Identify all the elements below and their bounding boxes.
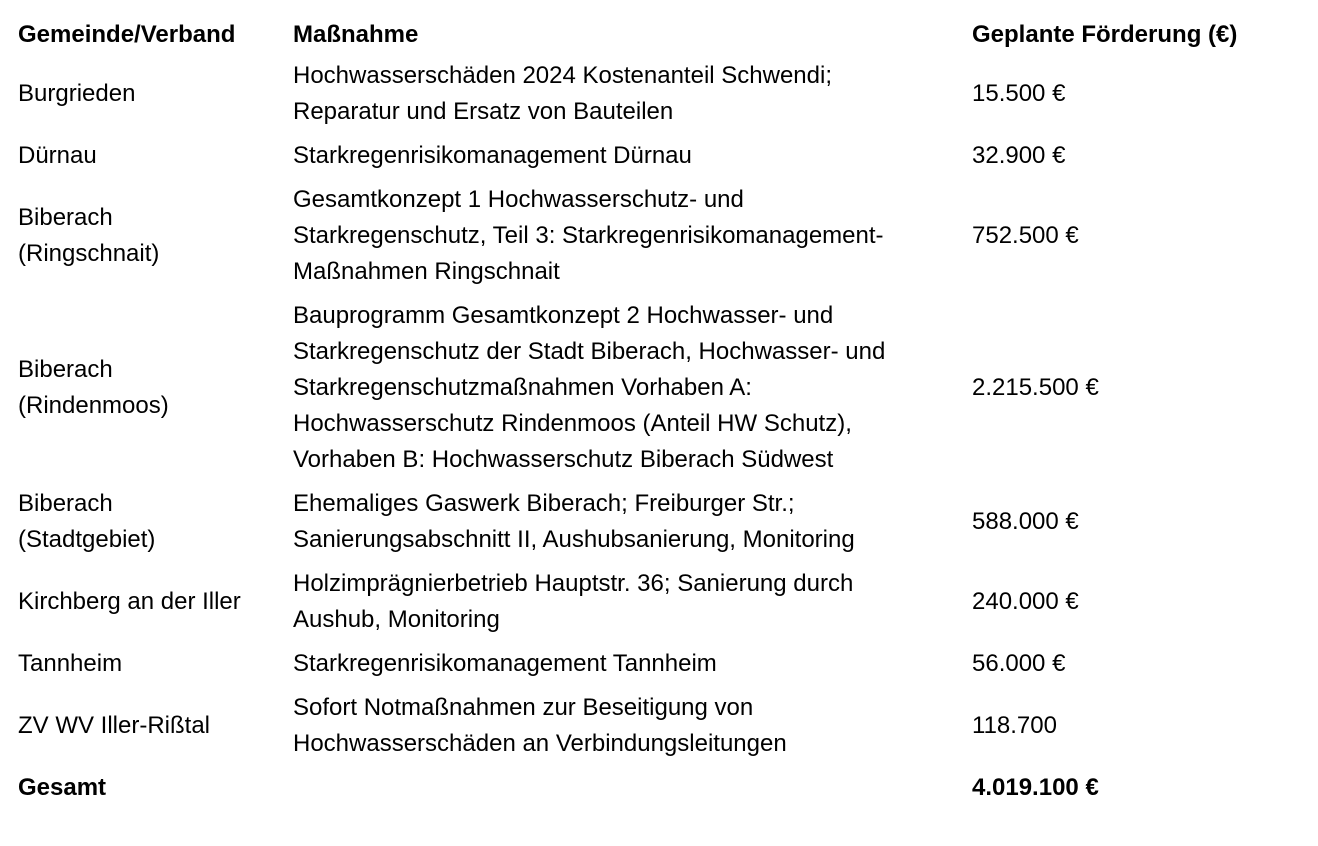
cell-massnahme-line: Starkregenrisikomanagement Dürnau (293, 142, 692, 169)
cell-gemeinde (18, 54, 293, 134)
cell-massnahme-line: Starkregenrisikomanagement Tannheim (293, 650, 717, 677)
cell-gemeinde-line: (Ringschnait) (18, 240, 160, 267)
cell-massnahme-line: Bauprogramm Gesamtkonzept 2 Hochwasser- und (293, 302, 834, 329)
total-label: Gesamt (18, 774, 107, 801)
header-foerderung: Geplante Förderung (€) (972, 21, 1238, 48)
cell-gemeinde-line: Biberach (18, 490, 113, 517)
total-empty-cell (293, 766, 972, 810)
cell-gemeinde-line: Burgrieden (18, 80, 136, 107)
cell-gemeinde (18, 482, 293, 562)
cell-massnahme-line: Starkregenschutzmaßnahmen Vorhaben A: (293, 374, 752, 401)
table-row (18, 294, 1308, 482)
cell-foerderung: 240.000 € (972, 588, 1079, 615)
cell-massnahme-line: Sanierungsabschnitt II, Aushubsanierung, Monitoring (293, 526, 855, 553)
funding-table (18, 16, 1308, 810)
cell-massnahme-line: Reparatur und Ersatz von Bauteilen (293, 98, 674, 125)
total-row (18, 766, 1308, 810)
table-row (18, 178, 1308, 294)
table-row (18, 686, 1308, 766)
cell-massnahme-line: Aushub, Monitoring (293, 606, 500, 633)
cell-gemeinde-line: (Stadtgebiet) (18, 526, 156, 553)
cell-gemeinde (18, 686, 293, 766)
cell-massnahme (293, 294, 972, 482)
cell-gemeinde-line: Biberach (18, 204, 113, 231)
table-row (18, 134, 1308, 178)
cell-gemeinde-line: (Rindenmoos) (18, 392, 169, 419)
cell-massnahme (293, 686, 972, 766)
header-gemeinde: Gemeinde/Verband (18, 21, 236, 48)
total-amount: 4.019.100 € (972, 774, 1099, 801)
cell-massnahme-line: Starkregenschutz, Teil 3: Starkregenrisikomanagement- (293, 222, 884, 249)
cell-foerderung: 118.700 (972, 712, 1057, 739)
cell-gemeinde-line: Kirchberg an der Iller (18, 588, 241, 615)
cell-massnahme (293, 562, 972, 642)
cell-massnahme-line: Hochwasserschutz Rindenmoos (Anteil HW Schutz), (293, 410, 852, 437)
cell-massnahme (293, 642, 972, 686)
cell-massnahme-line: Maßnahmen Ringschnait (293, 258, 560, 285)
table-row (18, 642, 1308, 686)
table-footer (18, 766, 1308, 810)
cell-massnahme-line: Gesamtkonzept 1 Hochwasserschutz- und (293, 186, 744, 213)
table-body (18, 54, 1308, 766)
cell-gemeinde-line: Dürnau (18, 142, 97, 169)
cell-foerderung: 15.500 € (972, 80, 1066, 107)
cell-gemeinde (18, 134, 293, 178)
cell-foerderung: 588.000 € (972, 508, 1079, 535)
header-massnahme: Maßnahme (293, 21, 419, 48)
cell-gemeinde (18, 562, 293, 642)
cell-massnahme-line: Vorhaben B: Hochwasserschutz Biberach Südwest (293, 446, 834, 473)
cell-massnahme-line: Sofort Notmaßnahmen zur Beseitigung von (293, 694, 754, 721)
table-header (18, 16, 1308, 54)
table-row (18, 54, 1308, 134)
cell-gemeinde-line: Biberach (18, 356, 113, 383)
cell-gemeinde (18, 294, 293, 482)
cell-foerderung: 752.500 € (972, 222, 1079, 249)
table-row (18, 482, 1308, 562)
cell-massnahme (293, 178, 972, 294)
cell-gemeinde-line: ZV WV Iller-Rißtal (18, 712, 210, 739)
cell-massnahme (293, 482, 972, 562)
cell-gemeinde-line: Tannheim (18, 650, 123, 677)
cell-gemeinde (18, 178, 293, 294)
cell-massnahme-line: Ehemaliges Gaswerk Biberach; Freiburger Str.; (293, 490, 795, 517)
cell-gemeinde (18, 642, 293, 686)
cell-massnahme-line: Starkregenschutz der Stadt Biberach, Hochwasser- und (293, 338, 886, 365)
cell-massnahme-line: Hochwasserschäden an Verbindungsleitungen (293, 730, 787, 757)
cell-massnahme (293, 134, 972, 178)
cell-massnahme-line: Hochwasserschäden 2024 Kostenanteil Schwendi; (293, 62, 833, 89)
cell-massnahme (293, 54, 972, 134)
table-row (18, 562, 1308, 642)
cell-foerderung: 56.000 € (972, 650, 1066, 677)
cell-massnahme-line: Holzimprägnierbetrieb Hauptstr. 36; Sanierung durch (293, 570, 854, 597)
cell-foerderung: 2.215.500 € (972, 374, 1099, 401)
cell-foerderung: 32.900 € (972, 142, 1066, 169)
header-row (18, 16, 1308, 54)
